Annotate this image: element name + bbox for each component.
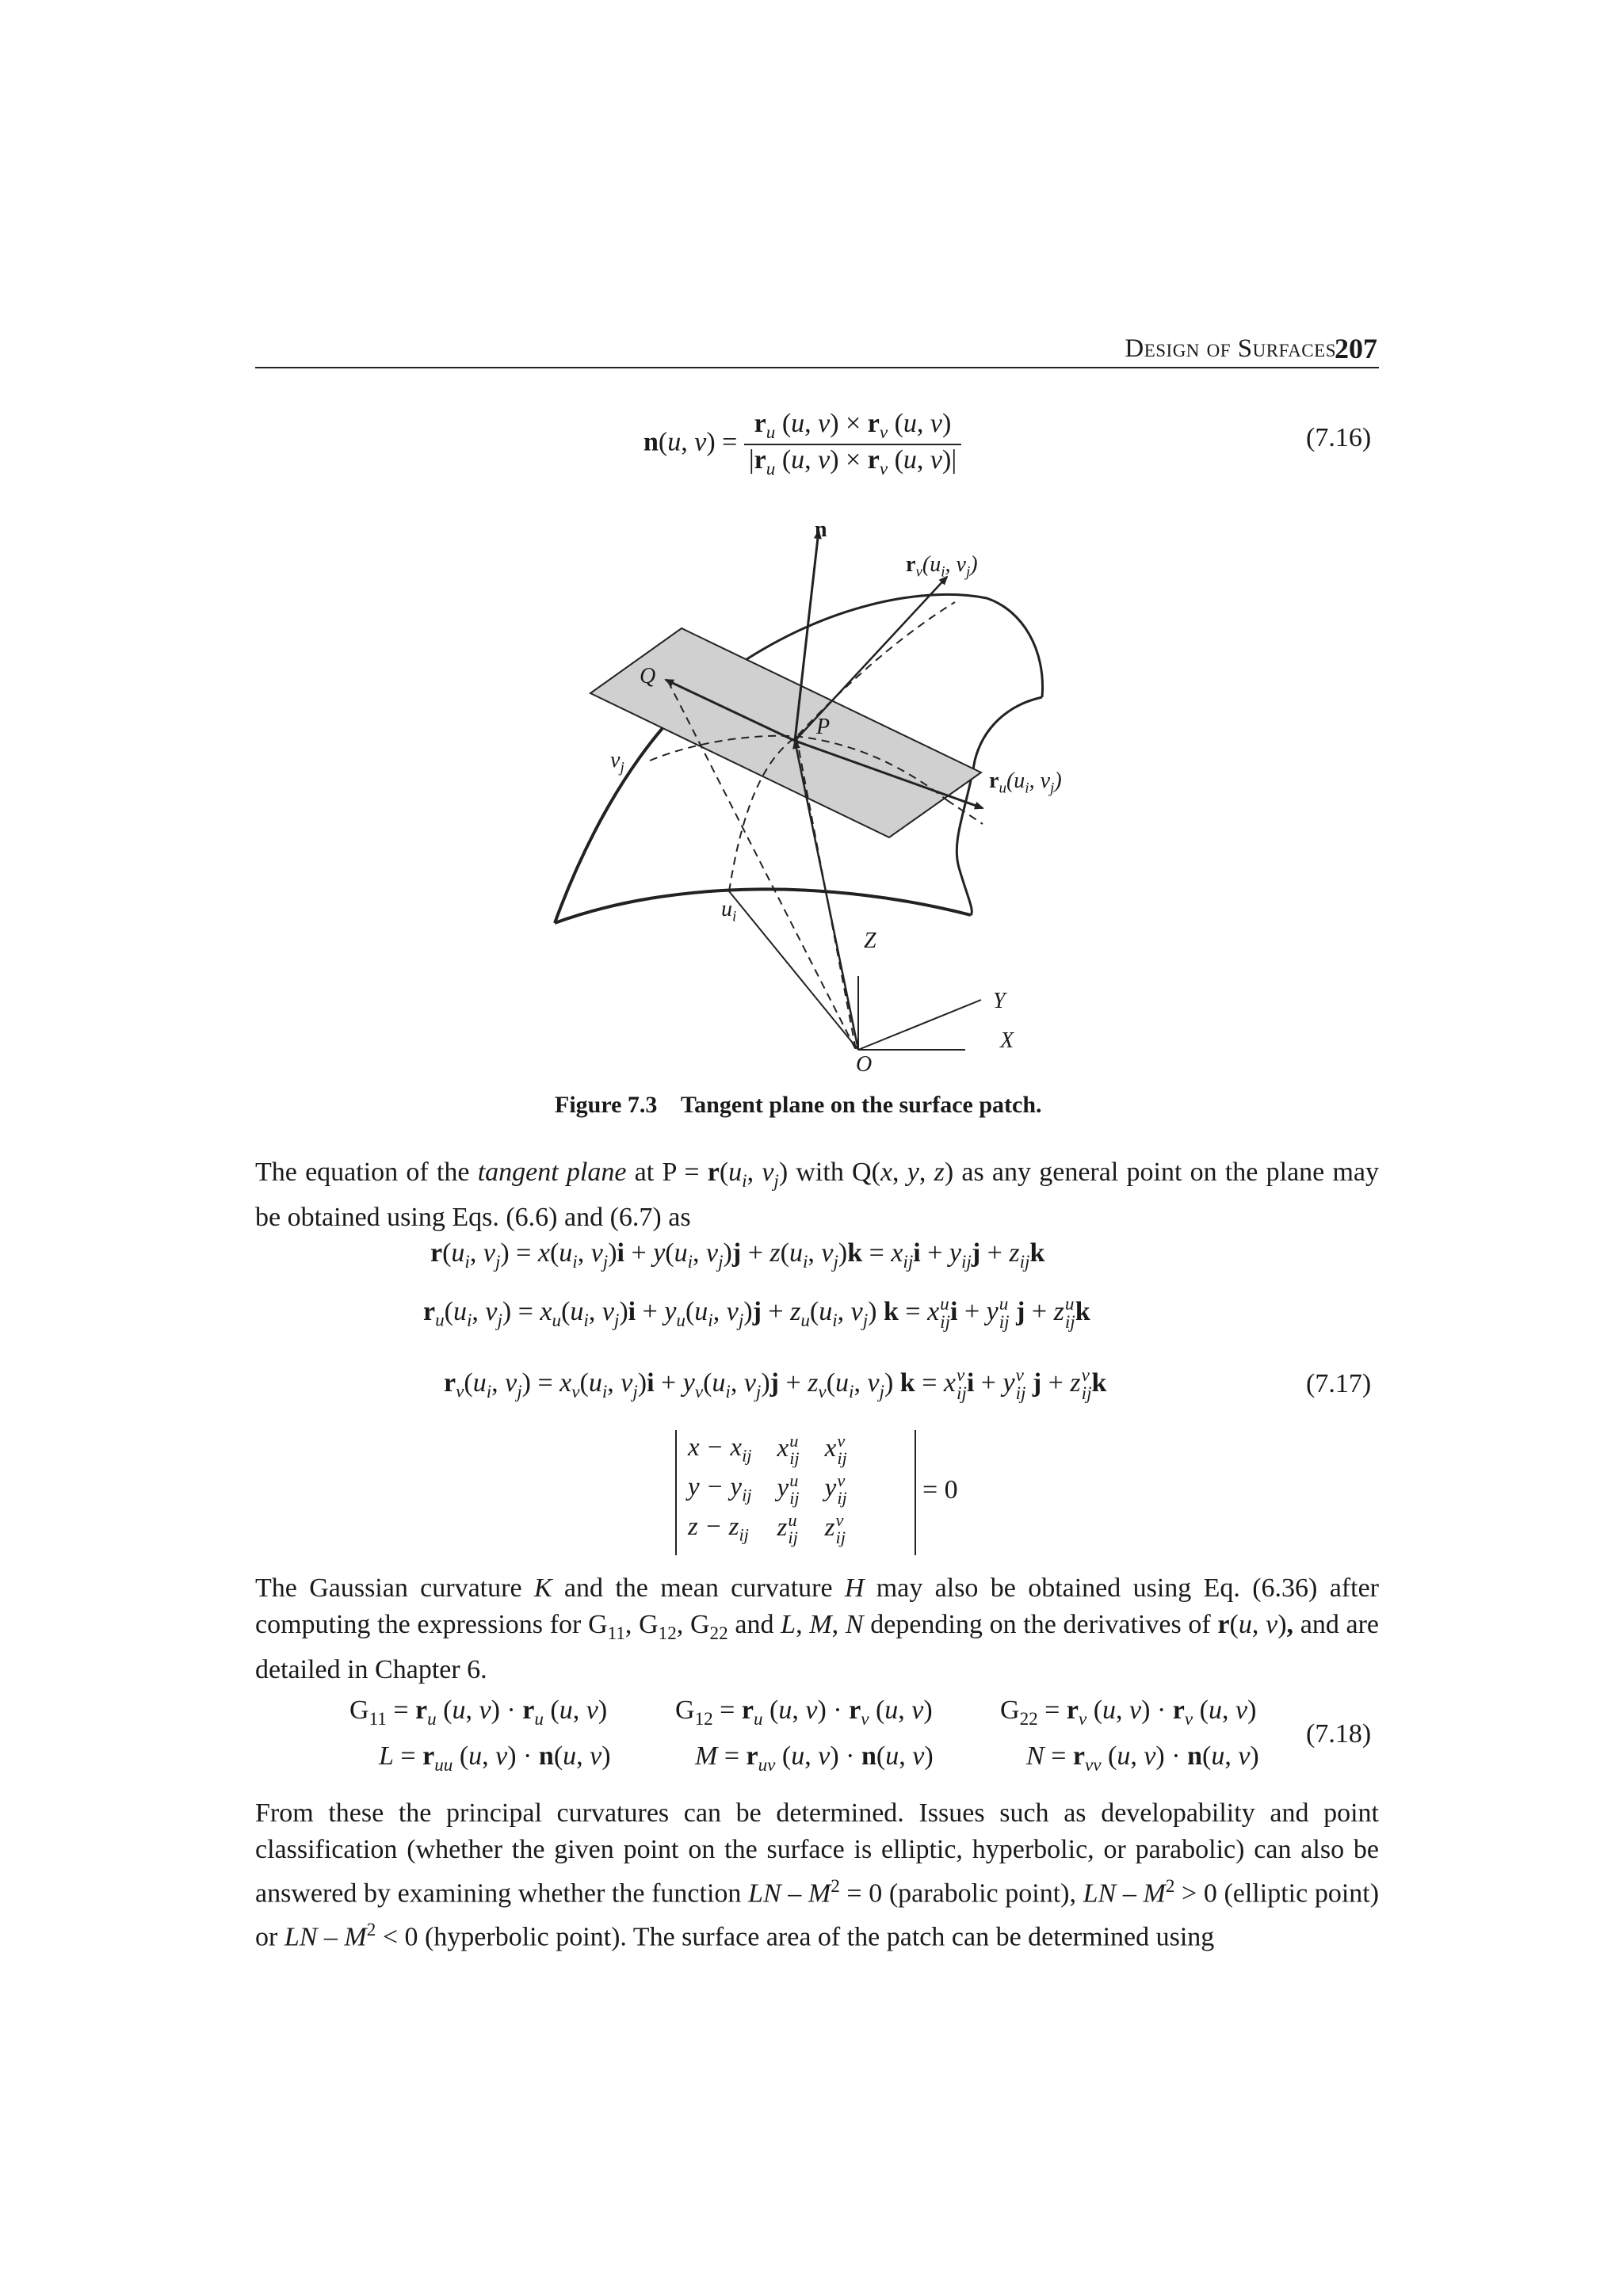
running-header-title: Design of Surfaces (1125, 334, 1336, 363)
tangent-plane-determinant (675, 1430, 916, 1555)
det-cell: z u ij (777, 1509, 798, 1547)
caption-number: Figure 7.3 (555, 1092, 658, 1118)
eq718-number: (7.18) (1306, 1719, 1372, 1749)
surface-bottom-edge (555, 889, 971, 923)
page-number: 207 (1335, 333, 1377, 364)
label-Z: Z (864, 929, 876, 953)
det-cell: y v ij (824, 1470, 847, 1508)
eq718-M: $M = r_{uv}$ (u, v) · n(u, v) (695, 1741, 934, 1775)
paragraph-curvature: The Gaussian curvature K and the mean curvature H may also be obtained using Eq. (6.36) after computing the expressions for $G_{11}$, $G_{12}$, $G_{22}$ and L, M, N depending on the derivatives of r(u, v), and are detailed in Chapter 6. (255, 1573, 1380, 1684)
eq718-G22: $G_{22} = r_v$ (u, $v) \cdot r_v$ (u, v) (1000, 1695, 1257, 1730)
eq716-denominator: $|r_u$ (u, $v) \times r_v$ (u, v)| (748, 444, 957, 479)
eq716-lhs: n(u, v) = (643, 427, 738, 457)
eq716-numerator: $r_u$ (u, $v) \times r_v$ (u, v) (744, 409, 961, 445)
det-cell: $x - x_{ij}$ (688, 1433, 752, 1466)
paragraph-tangent-plane: The equation of the tangent plane at $P = r(u_i$, $v_j$) with Q(x, y, z) as any general point on the plane may be obtained using Eqs. (6.6) and (6.7) as (255, 1158, 1380, 1232)
eq718-N: $N = r_{vv}$ (u, v) · n(u, v) (1026, 1741, 1259, 1775)
eq718-G11: $G_{11} = r_u$ (u, $v) \cdot r_u$ (u, v) (349, 1695, 608, 1730)
line-O-to-ui (729, 891, 858, 1050)
label-n: n (815, 517, 827, 542)
eq717-line2: $r_u(u_i$, $v_j) = x_u(u_i$, $v_j)i + y_u(u_i$, $v_j)j + z_u(u_i$, $v_j$) k = x u ij i + y u ij j + z u ij k (423, 1294, 1090, 1333)
label-O: O (856, 1052, 873, 1077)
eq718-L: $L = r_{uu}$ (u, v) · n(u, v) (379, 1741, 611, 1775)
det-cell: x v ij (824, 1430, 847, 1468)
label-ui: $u_i$ (721, 897, 737, 925)
det-cell: z v ij (824, 1509, 846, 1547)
y-axis (858, 1000, 981, 1050)
eq716-number: (7.16) (1306, 423, 1372, 452)
det-cell: y u ij (777, 1470, 800, 1508)
det-cell: $z - z_{ij}$ (688, 1512, 749, 1545)
eq717-line1: $r(u_i$, $v_j) = x(u_i$, $v_j)i + y(u_i$, $v_j)j + z(u_i$, $v_j)k = x_{ij}i + y_{ij}j + z_{ij}k$ (430, 1238, 1045, 1272)
det-cell: $y - y_{ij}$ (688, 1473, 752, 1505)
tangent-plane (590, 628, 981, 837)
figure-7-3 (0, 0, 1623, 1125)
label-P: P (816, 715, 831, 739)
eq717-number: (7.17) (1306, 1369, 1372, 1398)
label-Q: Q (640, 664, 656, 688)
surface-right-edge (957, 697, 1042, 915)
label-X: X (1000, 1028, 1014, 1053)
caption-text: Tangent plane on the surface patch. (680, 1092, 1042, 1118)
label-Y: Y (993, 989, 1006, 1013)
det-cell: x u ij (777, 1430, 800, 1468)
label-rv: $r_v(u_i$, $v_j$) (906, 552, 978, 581)
label-ru: $r_u(u_i$, $v_j$) (989, 769, 1062, 797)
label-vj: $v_j$ (610, 748, 624, 776)
eq717-line3: $r_v(u_i$, $v_j) = x_v(u_i$, $v_j)i + y_v(u_i$, $v_j)j + z_v(u_i$, $v_j$) k = x v ij i + y v ij j + z v ij k (444, 1365, 1107, 1405)
eq718-G12: $G_{12} = r_u$ (u, $v) \cdot r_v$ (u, v) (675, 1695, 933, 1730)
figure-caption (555, 1092, 1042, 1119)
paragraph-principal-curvatures: From these the principal curvatures can be determined. Issues such as developability and point classification (whether the given point on the surface is elliptic, hyperbolic, or parabolic) can also be answered by examining whether the function LN – $M^2 = 0$ (parabolic point), LN – $M^2 > 0$ (elliptic point) or LN – $M^2 < 0$ (hyperbolic point). The surface area of the patch can be determined using (255, 1798, 1380, 1952)
det-equals-zero: = 0 (922, 1475, 958, 1505)
